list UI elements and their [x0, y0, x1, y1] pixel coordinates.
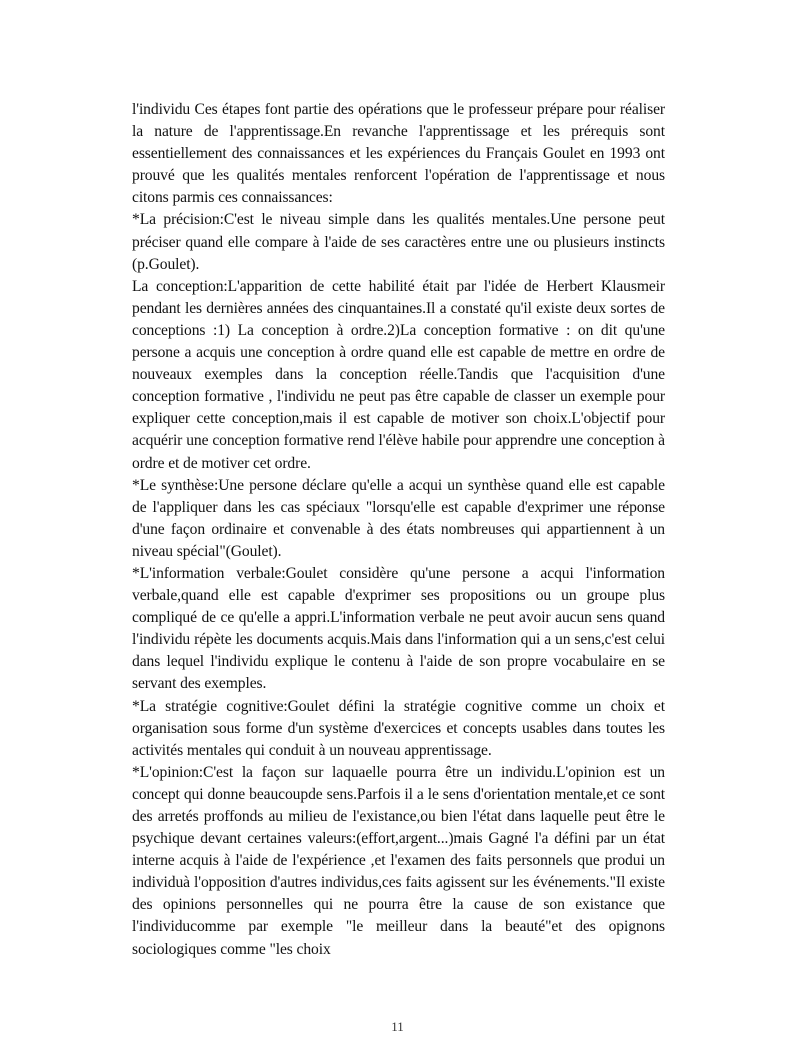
- paragraph-intro: l'individu Ces étapes font partie des opérations que le professeur prépare pour réaliser la nature de l'apprentissage.En revanche l'apprentissage et les prérequis sont essentiellement des connaissances et les expériences du Français Goulet en 1993 ont prouvé que les qualités mentales renforcent l'opération de l'apprentissage et nous citons parmis ces connaissances:: [132, 101, 665, 207]
- paragraph-precision: *La précision:C'est le niveau simple dans les qualités mentales.Une persone peut préciser quand elle compare à l'aide de ses caractères entre une ou plusieurs instincts (p.Goulet).: [132, 211, 665, 273]
- body-text: [132, 99, 665, 961]
- page-number: 11: [391, 1019, 404, 1034]
- paragraph-information-verbale: *L'information verbale:Goulet considère qu'une persone a acqui l'information verbale,quand elle est capable d'exprimer ses propositions ou un groupe plus compliqué de ce qu'elle a appri.L'information verbale ne peut avoir aucun sens quand l'individu répète les documents acquis.Mais dans l'information qui a un sens,c'est celui dans lequel l'individu explique le contenu à l'aide de son propre vocabulaire en se servant des exemples.: [132, 564, 665, 693]
- paragraph-opinion: *L'opinion:C'est la façon sur laquaelle pourra être un individu.L'opinion est un concept qui donne beaucoupde sens.Parfois il a le sens d'orientation mentale,et ce sont des arretés proffonds au milieu de l'existance,ou bien l'état dans laquelle peut être le psychique devant certaines valeurs:(effort,argent...)mais Gagné l'a défini par un état interne acquis à l'aide de l'expérience ,et l'examen des faits personnels que produi un individuà l'opposition d'autres individus,ces faits agissent sur les événements."Il existe des opinions personnelles qui ne pourra être la cause de son existance que l'individucomme par exemple "le meilleur dans la beauté"et des opignons sociologiques comme "les choix: [132, 763, 665, 958]
- paragraph-synthese: *Le synthèse:Une persone déclare qu'elle a acqui un synthèse quand elle est capable de l'appliquer dans les cas spéciaux "lorsqu'elle est capable d'exprimer une réponse d'une façon ordinaire et convenable à des états nombreuses qui appartiennent à un niveau spécial"(Goulet).: [132, 476, 665, 560]
- paragraph-conception: La conception:L'apparition de cette habilité était par l'idée de Herbert Klausmeir pendant les dernières années des cinquantaines.Il a constaté qu'il existe deux sortes de conceptions :1) La conception à ordre.2)La conception formative : on dit qu'une persone a acquis une conception à ordre quand elle est capable de mettre en ordre de nouveaux exemples dans la conception réelle.Tandis que l'acquisition d'une conception formative , l'individu ne peut pas être capable de classer un exemple pour expliquer cette conception,mais il est capable de motiver son choix.L'objectif pour acquérir une conception formative rend l'élève habile pour apprendre une conception à ordre et de motiver cet ordre.: [132, 277, 665, 472]
- paragraph-strategie-cognitive: *La stratégie cognitive:Goulet défini la stratégie cognitive comme un choix et organisation sous forme d'un système d'exercices et concepts usables dans toutes les activités mentales qui conduit à un nouveau apprentissage.: [132, 697, 665, 759]
